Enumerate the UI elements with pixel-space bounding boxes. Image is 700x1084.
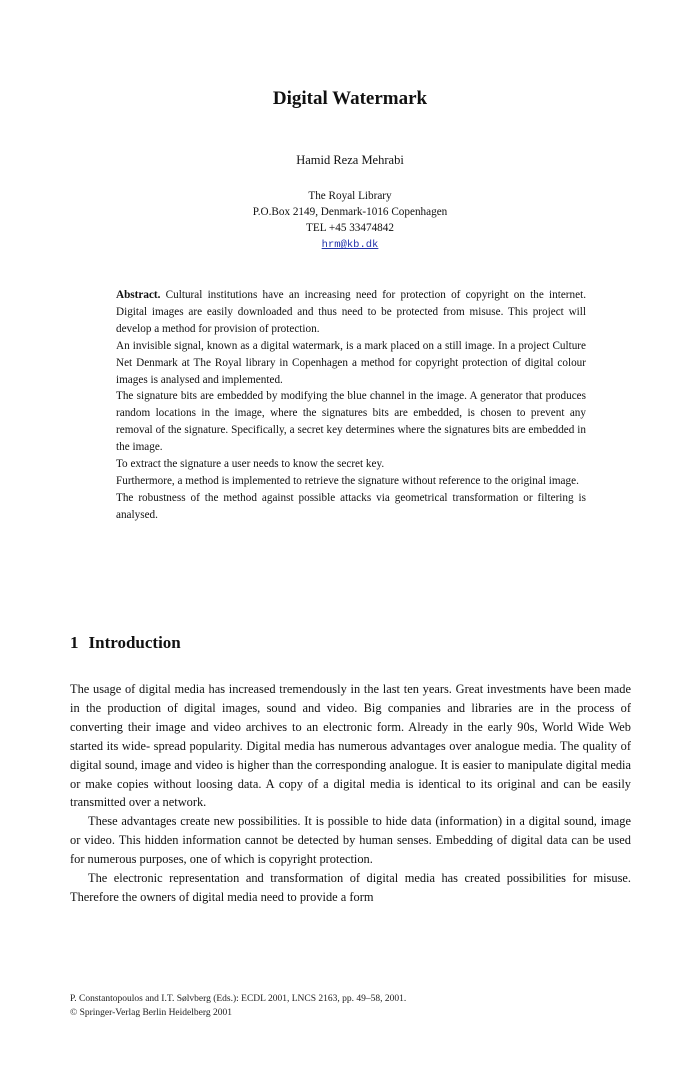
abstract-text: Cultural institutions have an increasing need for protection of copyright on the internet. Digital images are easily downloaded and thus need to be protected from misuse. This project will develop a method for provision of protection. xyxy=(116,289,586,335)
section-heading xyxy=(70,633,181,653)
abstract-paragraph: To extract the signature a user needs to know the secret key. xyxy=(116,458,385,471)
affiliation-block xyxy=(0,188,700,253)
abstract-paragraph: An invisible signal, known as a digital watermark, is a mark placed on a still image. In a project Culture Net Denmark at The Royal library in Copenhagen a method for copyright protection of digital colour images is analysed and implemented. xyxy=(116,339,586,386)
author-name: Hamid Reza Mehrabi xyxy=(296,153,404,167)
section-title: Introduction xyxy=(88,633,181,652)
abstract-paragraph: The robustness of the method against possible attacks via geometrical transformation or filtering is analysed. xyxy=(116,491,586,521)
abstract-label: Abstract. xyxy=(116,289,161,301)
author-email-link[interactable]: hrm@kb.dk xyxy=(321,239,379,251)
section-number: 1 xyxy=(70,633,79,652)
affiliation-address: P.O.Box 2149, Denmark-1016 Copenhagen xyxy=(252,206,448,218)
affiliation-tel: TEL +45 33474842 xyxy=(306,222,394,234)
abstract-paragraph xyxy=(116,287,586,338)
page-footer xyxy=(70,992,630,1020)
abstract-paragraph: Furthermore, a method is implemented to retrieve the signature without reference to the original image. xyxy=(116,474,579,487)
abstract-block xyxy=(116,287,586,524)
body-paragraph: These advantages create new possibilities. It is possible to hide data (information) in a digital sound, image or video. This hidden information cannot be detected by human senses. Embedding of digital data can be used for numerous purposes, one of which is copyright protection. xyxy=(70,814,631,867)
affiliation-org: The Royal Library xyxy=(308,190,392,202)
section-body xyxy=(70,680,631,907)
body-paragraph: The usage of digital media has increased tremendously in the last ten years. Great investments have been made in the production of digital images, sound and video. Big companies and libraries are in the process of converting their image and video archives to an electronic form. Already in the early 90s, World Wide Web started its wide- spread popularity. Digital media has numerous advantages over analogue media. The quality of digital sound, image and video is higher than the corresponding analogue. It is easier to manipulate digital media or make copies without loosing data. A copy of a digital media is identical to its original and can be easily transmitted over a network. xyxy=(70,682,631,810)
footer-citation: P. Constantopoulos and I.T. Sølvberg (Eds.): ECDL 2001, LNCS 2163, pp. 49–58, 2001. xyxy=(70,994,407,1004)
body-paragraph: The electronic representation and transformation of digital media has created possibilities for misuse. Therefore the owners of digital media need to provide a form xyxy=(70,871,631,904)
abstract-paragraph: The signature bits are embedded by modifying the blue channel in the image. A generator that produces random locations in the image, where the signatures bits are embedded, is chosen to prevent any removal of the signature. Specifically, a secret key determines where the signatures bits are embedded in the image. xyxy=(116,390,586,454)
footer-copyright: © Springer-Verlag Berlin Heidelberg 2001 xyxy=(70,1008,232,1018)
paper-title: Digital Watermark xyxy=(272,88,428,109)
